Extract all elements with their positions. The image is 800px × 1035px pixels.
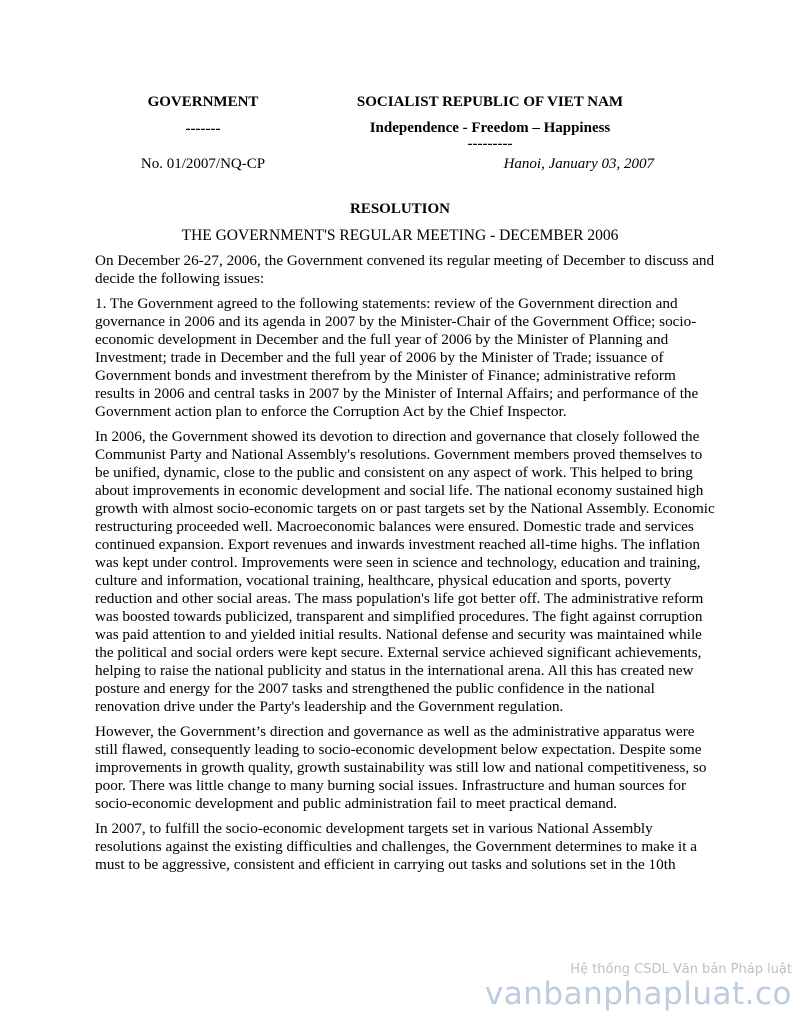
paragraph: However, the Government’s direction and governance as well as the administrative apparatus were still flawed, consequently leading to socio-economic development below expectation. Despite some improvements in growth quality, growth sustainability was still low and national competitiveness, so poor. There was little change to many burning social issues. Infrastructure and human sources for socio-economic development and public administration fail to meet practical demand. — [95, 723, 707, 812]
paragraph: In 2007, to fulfill the socio-economic development targets set in various National Assembly resolutions against the existing difficulties and challenges, the Government determines to make it a must to be aggressive, consistent and efficient in carrying out tasks and solutions set in the 10th — [95, 820, 697, 873]
motto-divider: --------- — [467, 136, 513, 152]
watermark-site: vanbanphapluat.co — [484, 976, 792, 1012]
document-subtitle: THE GOVERNMENT'S REGULAR MEETING - DECEMBER 2006 — [181, 227, 619, 244]
document-title: RESOLUTION — [349, 201, 451, 217]
paragraph: On December 26-27, 2006, the Government convened its regular meeting of December to discuss and decide the following issues: — [95, 252, 715, 287]
paragraph: 1. The Government agreed to the following statements: review of the Government direction and governance in 2006 and its agenda in 2007 by the Minister-Chair of the Government Office; socio-economic development in December and the full year of 2006 by the Minister of Planning and Investment; trade in December and the full year of 2006 by the Minister of Trade; issuance of Government bonds and investment therefrom by the Minister of Finance; administrative reform results in 2006 and central tasks in 2007 by the Minister of Internal Affairs; and performance of the Government action plan to enforce the Corruption Act by the Chief Inspector. — [95, 295, 699, 420]
document-body — [95, 252, 715, 881]
watermark-caption: Hệ thống CSDL Văn bản Pháp luật — [570, 962, 792, 977]
issuer-name: GOVERNMENT — [147, 94, 259, 110]
issuer-divider: ------- — [185, 121, 221, 137]
place-and-date: Hanoi, January 03, 2007 — [503, 156, 654, 172]
paragraph: In 2006, the Government showed its devotion to direction and governance that closely followed the Communist Party and National Assembly's resolutions. Government members proved themselves to be unified, dynamic, close to the public and consistent on any aspect of work. This helped to bring about improvements in economic development and social life. The national economy sustained high growth with almost socio-economic targets on or past targets set by the National Assembly. Economic restructuring proceeded well. Macroeconomic balances were ensured. Domestic trade and services continued expansion. Export revenues and inwards investment reached all-time highs. The inflation was kept under control. Improvements were seen in science and technology, education and training, culture and information, vocational training, healthcare, physical education and sports, poverty reduction and other social areas. The mass population's life got better off. The administrative reform was boosted towards publicized, transparent and simplified procedures. The fight against corruption was paid attention to and yielded initial results. National defense and security was maintained while the political and social orders were kept secure. External service achieved significant achievements, helping to raise the national publicity and status in the international arena. All this has created new posture and energy for the 2007 tasks and strengthened the public confidence in the national renovation drive under the Party's leadership and the Government regulation. — [95, 428, 715, 715]
country-name: SOCIALIST REPUBLIC OF VIET NAM — [356, 94, 624, 110]
national-motto: Independence - Freedom – Happiness — [369, 120, 611, 136]
document-number: No. 01/2007/NQ-CP — [140, 156, 266, 172]
